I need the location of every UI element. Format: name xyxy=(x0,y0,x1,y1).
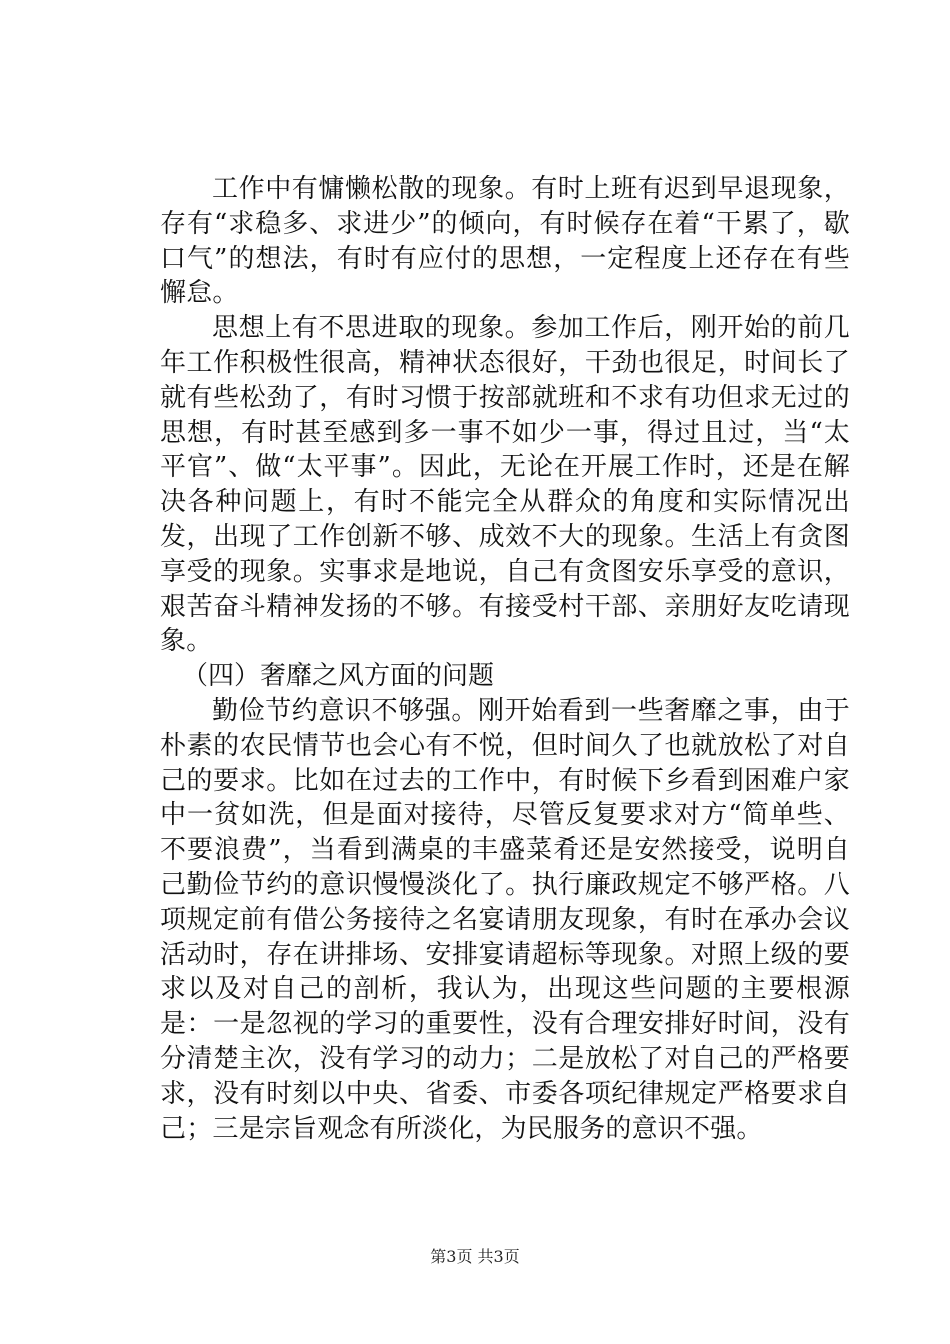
document-body xyxy=(160,172,850,1146)
paragraph-laziness: 工作中有慵懒松散的现象。有时上班有迟到早退现象，存有“求稳多、求进少”的倾向，有时候存在着“干累了，歇口气”的想法，有时有应付的思想，一定程度上还存在有些懈怠。 xyxy=(160,174,850,309)
paragraph-frugality: 勤俭节约意识不够强。刚开始看到一些奢靡之事，由于朴素的农民情节也会心有不悦，但时间久了也就放松了对自己的要求。比如在过去的工作中，有时候下乡看到困难户家中一贫如洗，但是面对接待，尽管反复要求对方“简单些、不要浪费”，当看到满桌的丰盛菜肴还是安然接受，说明自己勤俭节约的意识慢慢淡化了。执行廉政规定不够严格。八项规定前有借公务接待之名宴请朋友现象，有时在承办会议活动时，存在讲排场、安排宴请超标等现象。对照上级的要求以及对自己的剖析，我认为，出现这些问题的主要根源是：一是忽视的学习的重要性，没有合理安排好时间，没有分清楚主次，没有学习的动力；二是放松了对自己的严格要求，没有时刻以中央、省委、市委各项纪律规定严格要求自己；三是宗旨观念有所淡化，为民服务的意识不强。 xyxy=(160,695,850,1144)
section-heading-extravagance: （四）奢靡之风方面的问题 xyxy=(182,661,495,692)
paragraph-complacency: 思想上有不思进取的现象。参加工作后，刚开始的前几年工作积极性很高，精神状态很好，干劲也很足，时间长了就有些松劲了，有时习惯于按部就班和不求有功但求无过的思想，有时甚至感到多一事不如少一事，得过且过，当“太平官”、做“太平事”。因此，无论在开展工作时，还是在解决各种问题上，有时不能完全从群众的角度和实际情况出发，出现了工作创新不够、成效不大的现象。生活上有贪图享受的现象。实事求是地说，自己有贪图安乐享受的意识，艰苦奋斗精神发扬的不够。有接受村干部、亲朋好友吃请现象。 xyxy=(160,313,850,657)
page-number-footer: 第3页 共3页 xyxy=(430,1247,520,1266)
